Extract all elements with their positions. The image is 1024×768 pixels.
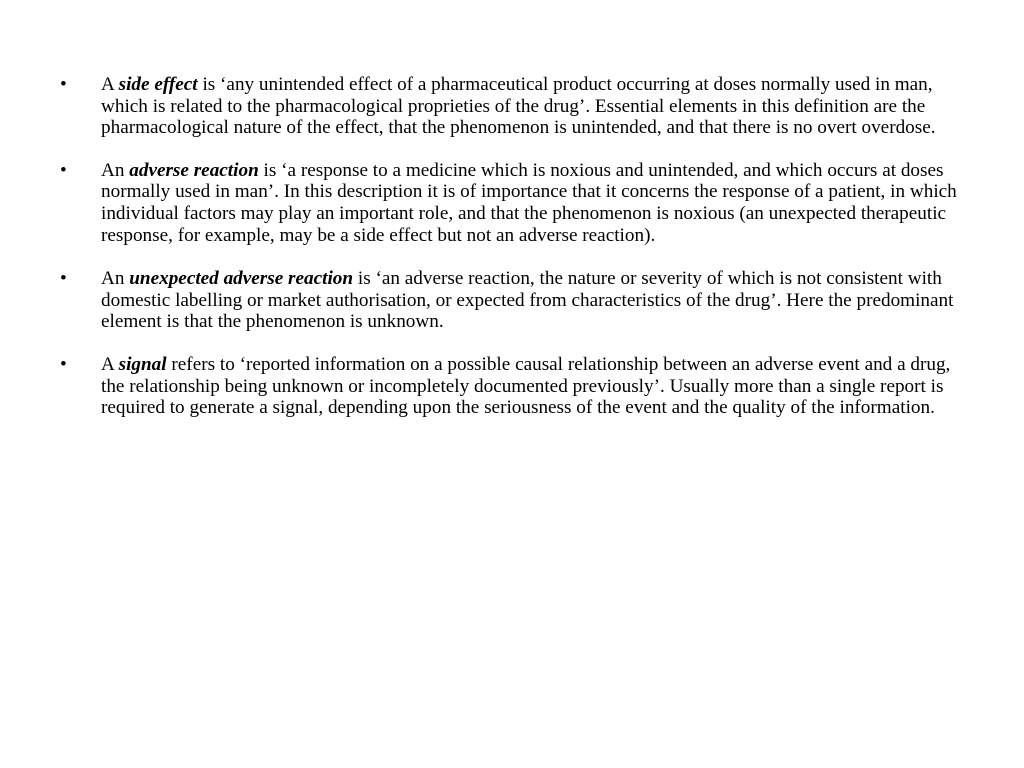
- definition-prefix: An: [101, 268, 130, 290]
- definition-unexpected-adverse-reaction: [0, 268, 1024, 333]
- definition-adverse-reaction: [0, 160, 1024, 246]
- definition-text: is ‘any unintended effect of a pharmaceutical product occurring at doses normally used in man, which is related to the pharmacological proprieties of the drug’. Essential elements in this definition are the pharmacological nature of the effect, that the phenomenon is unintended, and that there is no overt overdose.: [101, 74, 936, 139]
- definition-list: [0, 74, 1024, 419]
- definition-term: side effect: [118, 74, 198, 95]
- bullet-icon: •: [60, 74, 67, 95]
- definition-term: adverse reaction: [129, 159, 259, 181]
- definition-term: signal: [118, 353, 167, 375]
- definition-term: unexpected adverse reaction: [129, 268, 354, 290]
- bullet-icon: •: [60, 353, 67, 375]
- definition-text: is ‘an adverse reaction, the nature or severity of which is not consistent with domestic labelling or market authorisation, or expected from characteristics of the drug’. Here the predominant element is that the phenomenon is unknown.: [101, 268, 954, 333]
- definition-prefix: A: [101, 74, 119, 95]
- bullet-icon: •: [60, 268, 67, 290]
- definition-text: is ‘a response to a medicine which is noxious and unintended, and which occurs at doses normally used in man’. In this description it is of importance that it concerns the response of a patient, in which individual factors may play an important role, and that the phenomenon is noxious (an unexpected therapeutic response, for example, may be a side effect but not an adverse reaction).: [101, 159, 957, 246]
- definition-prefix: A: [101, 353, 119, 375]
- bullet-icon: •: [60, 159, 67, 181]
- definition-side-effect: [0, 74, 1024, 139]
- definition-text: refers to ‘reported information on a possible causal relationship between an adverse event and a drug, the relationship being unknown or incompletely documented previously’. Usually more than a single report is required to generate a signal, depending upon the seriousness of the event and the quality of the information.: [101, 353, 951, 419]
- definition-prefix: An: [101, 159, 130, 181]
- definition-signal: [0, 354, 1024, 419]
- slide-content: [0, 74, 1024, 440]
